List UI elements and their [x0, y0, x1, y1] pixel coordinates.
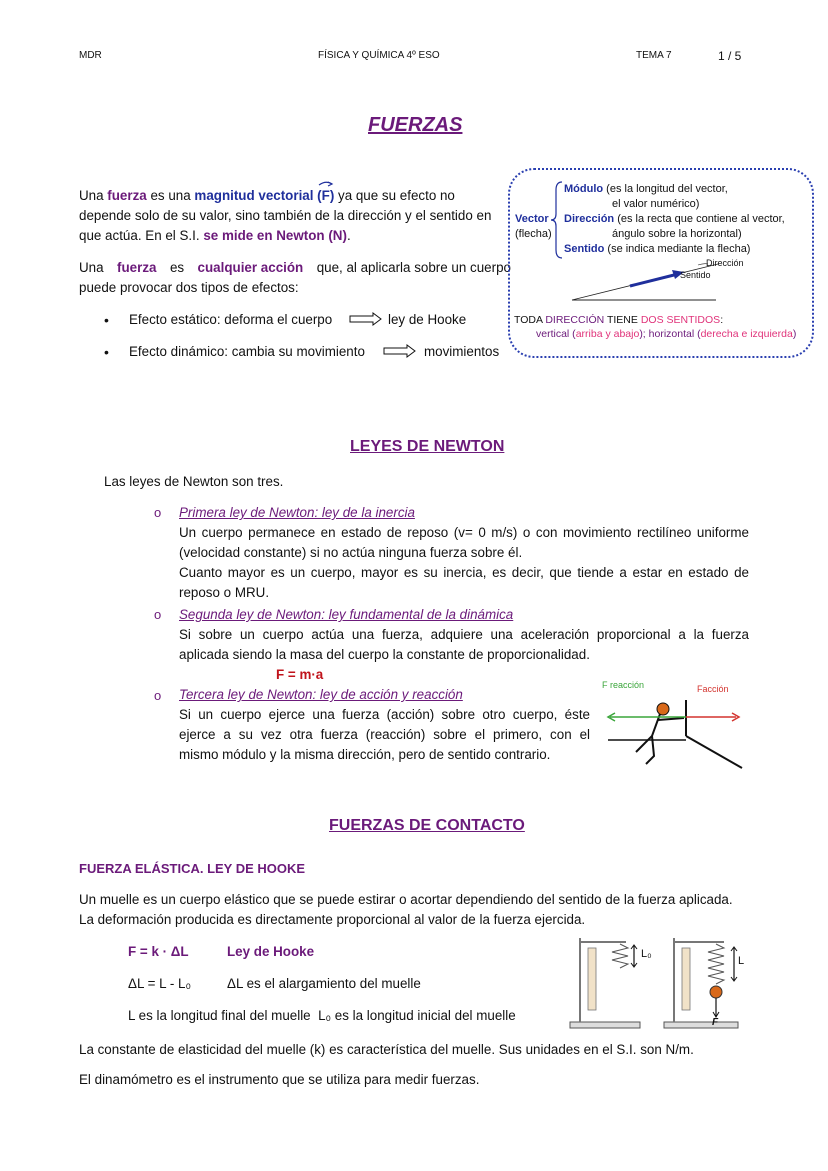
formula-newton-2: F = m·a — [276, 667, 324, 682]
effect-static-result: ley de Hooke — [388, 312, 467, 327]
intro-paragraph-1 — [79, 186, 491, 246]
text: que actúa. En el S.I. — [79, 228, 204, 243]
flecha-label: (flecha) — [515, 228, 552, 240]
modulo-line-2: el valor numérico) — [612, 198, 700, 210]
diagram-sentido-label: Sentido — [680, 270, 711, 280]
list-marker: o — [154, 505, 162, 520]
box-footer-2 — [536, 327, 796, 342]
text: . — [346, 228, 351, 243]
law-2-title: Segunda ley de Newton: ley fundamental de la dinámica — [179, 607, 514, 622]
wall-leg — [686, 736, 742, 768]
header-topic: TEMA 7 — [636, 50, 672, 61]
text: es una — [146, 188, 195, 203]
hooke-paragraph-3: La constante de elasticidad del muelle (k) es característica del muelle. Sus unidades en el S.I. son N/m. — [79, 1042, 694, 1057]
effect-static: • Efecto estático: deforma el cuerpo — [104, 312, 333, 328]
text: Cuanto mayor es un cuerpo, mayor es su inercia, es decir, que tiende a estar en estado de — [179, 565, 749, 580]
section-heading-newton: LEYES DE NEWTON — [350, 438, 505, 455]
person-body — [636, 714, 684, 764]
label-f: F — [712, 1017, 719, 1028]
text: ); horizontal ( — [639, 328, 701, 340]
sentido-line — [564, 242, 750, 257]
text: aplicada siendo la masa del cuerpo la constante de proporcionalidad. — [179, 647, 590, 662]
term-accion: cualquier acción — [197, 260, 304, 275]
diagram-direccion-label: Dirección — [706, 258, 744, 268]
base-1 — [570, 1022, 640, 1028]
text: Una — [79, 260, 104, 275]
action-reaction-figure — [604, 692, 748, 770]
direccion-line-1 — [564, 212, 785, 227]
vector-arrow — [630, 274, 678, 286]
box-footer-1 — [514, 313, 723, 328]
subsection-hooke: FUERZA ELÁSTICA. LEY DE HOOKE — [79, 861, 306, 876]
formula-hooke: F = k · ΔL — [128, 944, 189, 959]
term-magnitud-vectorial: magnitud vectorial (F) — [194, 188, 335, 203]
text: vertical ( — [536, 328, 576, 340]
label-l0: L₀ — [641, 948, 652, 960]
law-1 — [179, 503, 749, 603]
text: reposo o MRU. — [179, 585, 270, 600]
newton-intro: Las leyes de Newton son tres. — [104, 474, 284, 489]
term-sentido: Sentido — [564, 243, 605, 255]
arrow-right-icon — [383, 344, 417, 358]
text: derecha e izquierda — [700, 328, 793, 340]
effect-dynamic-result: movimientos — [424, 344, 500, 359]
header-subject: FÍSICA Y QUÍMICA 4º ESO — [318, 50, 440, 61]
text: Un cuerpo permanece en estado de reposo (v= 0 m/s) o con movimiento rectilíneo uniforme — [179, 525, 749, 540]
page-number: 1 / 5 — [718, 49, 742, 63]
text: TIENE — [604, 314, 641, 326]
ruler-1 — [588, 948, 596, 1010]
text: DOS SENTIDOS — [640, 314, 721, 326]
text: (se indica mediante la flecha) — [604, 243, 751, 255]
modulo-line-1 — [564, 182, 728, 197]
text: ejerce a su vez otra fuerza (reacción) sobre el primero, con el — [179, 727, 590, 742]
person-head — [657, 703, 669, 715]
hooke-paragraph-4: El dinamómetro es el instrumento que se utiliza para medir fuerzas. — [79, 1072, 480, 1087]
direccion-line-2: ángulo sobre la horizontal) — [612, 228, 742, 240]
text: (es la longitud del vector, — [603, 183, 728, 195]
term-direccion: Dirección — [564, 213, 615, 225]
text: mismo módulo y la misma dirección, pero de sentido contrario. — [179, 747, 551, 762]
text: es — [169, 260, 185, 275]
term-fuerza: fuerza — [117, 260, 157, 275]
text: (velocidad constante) si no actúa ninguna fuerza sobre él. — [179, 545, 523, 560]
arrow-right-icon — [349, 312, 383, 326]
formula-delta: ΔL = L - L₀ — [128, 976, 192, 991]
text: TODA — [514, 314, 546, 326]
text: DIRECCIÓN — [545, 314, 605, 326]
delta-description: ΔL es el alargamiento del muelle — [227, 976, 421, 991]
text: que, al aplicarla sobre un cuerpo — [316, 260, 511, 275]
spring-figure — [568, 932, 746, 1032]
term-newton: se mide en Newton (N) — [203, 228, 347, 243]
law-2 — [179, 605, 749, 665]
reaction-label: F reacción — [602, 680, 645, 690]
vector-label: Vector — [515, 213, 549, 225]
vector-diagram — [570, 258, 720, 306]
text: ya que su efecto no — [334, 188, 455, 203]
text: Efecto estático: deforma el cuerpo — [129, 312, 333, 327]
formula-hooke-name: Ley de Hooke — [227, 944, 315, 959]
base-2 — [664, 1022, 738, 1028]
ruler-2 — [682, 948, 690, 1010]
action-label: Facción — [697, 684, 729, 694]
text: (es la recta que contiene al vector, — [614, 213, 785, 225]
hooke-paragraph-1: Un muelle es un cuerpo elástico que se puede estirar o acortar dependiendo del sentido de la fuerza aplicada. — [79, 892, 733, 907]
header-left: MDR — [79, 50, 102, 61]
effect-dynamic: • Efecto dinámico: cambia su movimiento — [104, 344, 365, 360]
law-3 — [179, 685, 590, 765]
weight — [710, 986, 722, 998]
term-fuerza: fuerza — [107, 188, 147, 203]
list-marker: o — [154, 607, 162, 622]
text: ) — [792, 328, 797, 340]
label-l: L — [738, 955, 745, 967]
text: Efecto dinámico: cambia su movimiento — [129, 344, 365, 359]
lengths-description: L es la longitud final del muelle L₀ es la longitud inicial del muelle — [128, 1008, 516, 1023]
brace-icon — [550, 180, 564, 260]
vector-arrow-icon — [318, 180, 334, 188]
page-title: FUERZAS — [368, 114, 463, 136]
spring-1 — [612, 944, 628, 968]
intro-paragraph-2 — [79, 258, 511, 298]
text: : — [720, 314, 724, 326]
spring-2 — [708, 944, 724, 984]
section-heading-contacto: FUERZAS DE CONTACTO — [329, 817, 525, 834]
law-1-title: Primera ley de Newton: ley de la inercia — [179, 505, 415, 520]
list-marker: o — [154, 688, 162, 703]
text: depende solo de su valor, sino también de la dirección y el sentido en — [79, 208, 492, 223]
text: Una — [79, 188, 108, 203]
text: puede provocar dos tipos de efectos: — [79, 280, 299, 295]
law-3-title: Tercera ley de Newton: ley de acción y reacción — [179, 687, 463, 702]
text: Si sobre un cuerpo actúa una fuerza, adquiere una aceleración proporcional a la fuerza — [179, 627, 749, 642]
text: arriba y abajo — [575, 328, 640, 340]
text: Si un cuerpo ejerce una fuerza (acción) sobre otro cuerpo, éste — [179, 707, 590, 722]
hooke-paragraph-2: La deformación producida es directamente proporcional al valor de la fuerza ejercida. — [79, 912, 586, 927]
term-modulo: Módulo — [564, 183, 604, 195]
